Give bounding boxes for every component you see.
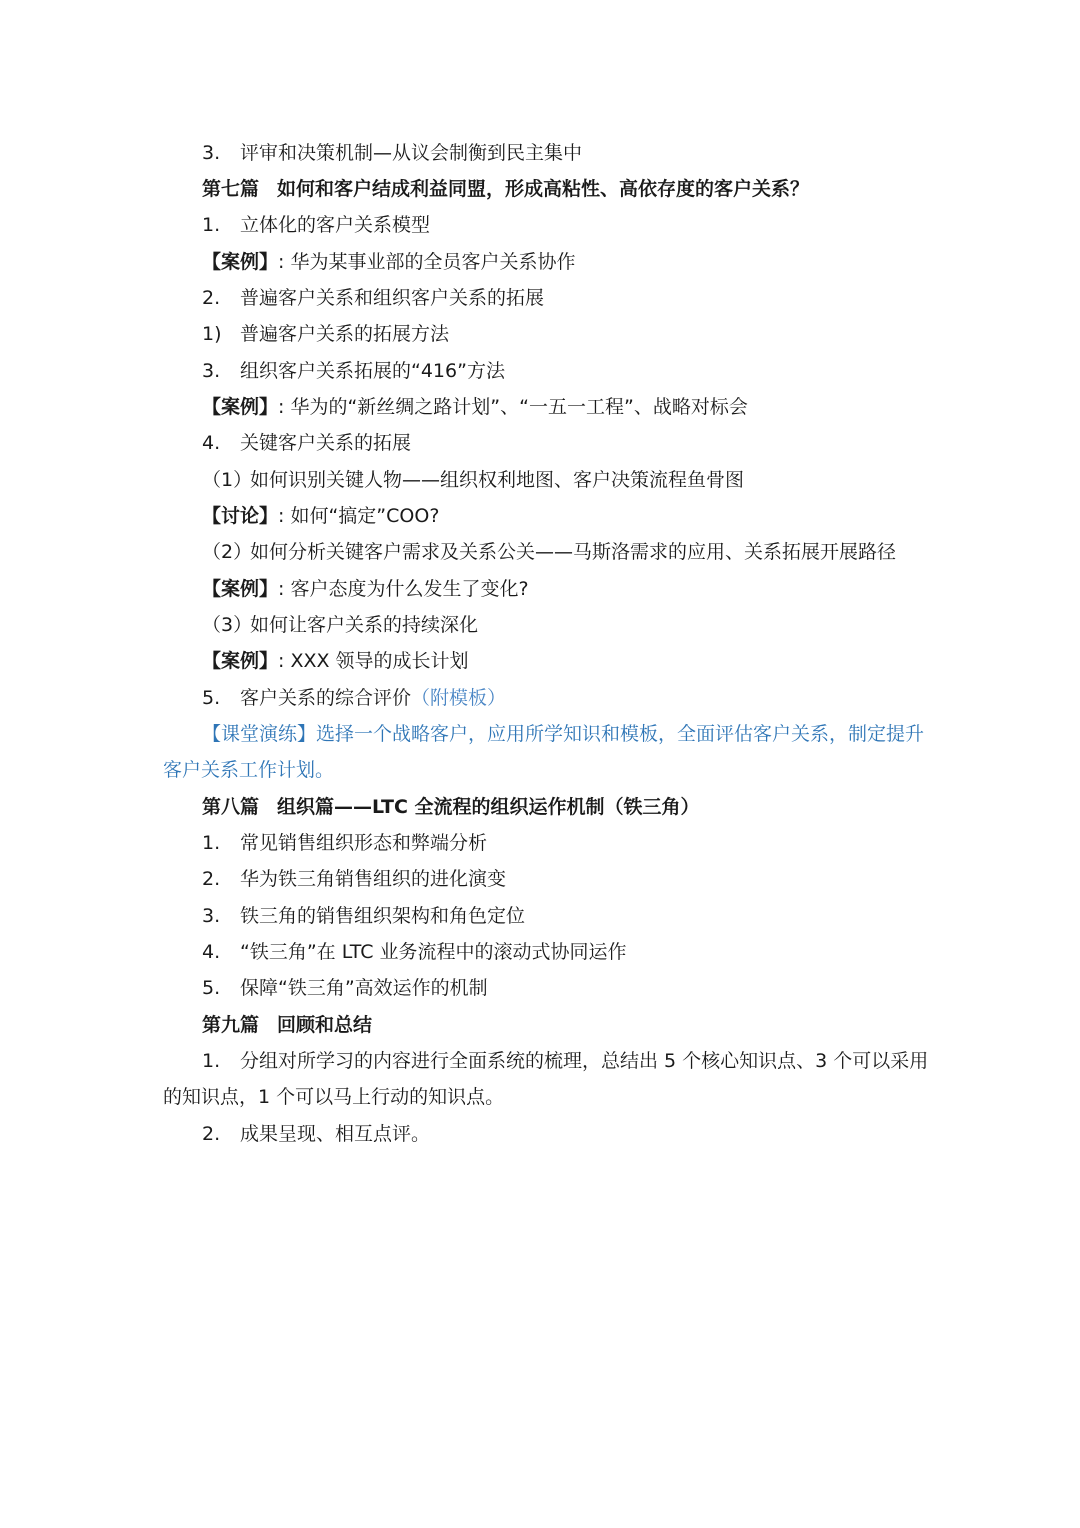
list-item (202, 430, 411, 456)
item-text: 关键客户关系的拓展 (240, 432, 412, 454)
item-number: 5. (202, 687, 221, 709)
item-number: 3. (202, 142, 221, 164)
template-note: （附模板） (411, 687, 507, 709)
section-label: 第七篇 (202, 178, 260, 200)
item-number: 5. (202, 977, 221, 999)
exercise-text-continued: 客户关系工作计划。 (163, 759, 335, 781)
exercise-line-continued (163, 757, 334, 783)
sub-text: 如何识别关键人物——组织权利地图、客户决策流程鱼骨图 (250, 469, 745, 491)
section-title: 如何和客户结成利益同盟，形成高粘性、高依存度的客户关系？ (277, 178, 810, 200)
item-text: 立体化的客户关系模型 (240, 214, 431, 236)
list-item (202, 830, 487, 856)
case-tag: 【案例】 (202, 578, 279, 600)
section-label: 第九篇 (202, 1014, 260, 1036)
sub-item (202, 612, 478, 638)
item-number: 1. (202, 214, 221, 236)
item-text: 成果呈现、相互点评。 (240, 1123, 431, 1145)
discussion-tag: 【讨论】 (202, 505, 279, 527)
list-item (202, 1048, 928, 1074)
item-number: 1) (202, 323, 222, 345)
list-item (202, 685, 506, 711)
list-item (202, 975, 488, 1001)
exercise-line (202, 721, 924, 747)
list-item (202, 939, 627, 965)
case-tag: 【案例】 (202, 650, 279, 672)
item-text: 组织客户关系拓展的“416”方法 (240, 360, 505, 382)
discussion-text: : 如何“搞定”COO? (278, 505, 440, 527)
item-text: 分组对所学习的内容进行全面系统的梳理，总结出 5 个核心知识点、3 个可以采用 (240, 1050, 929, 1072)
item-text: 普遍客户关系的拓展方法 (240, 323, 450, 345)
list-item (202, 321, 449, 347)
sub-item (202, 539, 896, 565)
case-text: : 华为某事业部的全员客户关系协作 (278, 251, 576, 273)
item-number: 4. (202, 432, 221, 454)
section-heading (202, 1012, 372, 1038)
item-text: 铁三角的销售组织架构和角色定位 (240, 905, 526, 927)
list-item (202, 903, 525, 929)
list-item (202, 140, 582, 166)
list-item (202, 866, 506, 892)
item-text: 常见销售组织形态和弊端分析 (240, 832, 488, 854)
section-heading (202, 794, 700, 820)
item-text: 普遍客户关系和组织客户关系的拓展 (240, 287, 545, 309)
item-text-continued: 的知识点，1 个可以马上行动的知识点。 (163, 1086, 505, 1108)
sub-text: 如何分析关键客户需求及关系公关——马斯洛需求的应用、关系拓展开展路径 (250, 541, 897, 563)
list-item-continued (163, 1084, 504, 1110)
item-number: 1. (202, 832, 221, 854)
sub-item (202, 467, 744, 493)
case-line (202, 394, 748, 420)
case-text: : 客户态度为什么发生了变化? (278, 578, 529, 600)
case-tag: 【案例】 (202, 396, 279, 418)
item-number: 4. (202, 941, 221, 963)
section-title: 组织篇——LTC 全流程的组织运作机制（铁三角） (277, 796, 700, 818)
discussion-line (202, 503, 439, 529)
item-number: 2. (202, 868, 221, 890)
case-line (202, 648, 469, 674)
case-text: : 华为的“新丝绸之路计划”、“一五一工程”、战略对标会 (278, 396, 748, 418)
sub-number: （1） (202, 469, 253, 491)
item-text: “铁三角”在 LTC 业务流程中的滚动式协同运作 (240, 941, 627, 963)
list-item (202, 212, 430, 238)
item-text: 保障“铁三角”高效运作的机制 (240, 977, 488, 999)
item-number: 2. (202, 287, 221, 309)
exercise-text: 【课堂演练】选择一个战略客户，应用所学知识和模板，全面评估客户关系，制定提升 (202, 723, 925, 745)
list-item (202, 1121, 430, 1147)
case-text: : XXX 领导的成长计划 (278, 650, 469, 672)
item-number: 1. (202, 1050, 221, 1072)
sub-number: （2） (202, 541, 253, 563)
case-line (202, 249, 575, 275)
sub-number: （3） (202, 614, 253, 636)
list-item (202, 285, 544, 311)
case-line (202, 576, 529, 602)
item-text: 客户关系的综合评价 (240, 687, 412, 709)
case-tag: 【案例】 (202, 251, 279, 273)
item-number: 3. (202, 905, 221, 927)
item-text: 评审和决策机制—从议会制衡到民主集中 (240, 142, 583, 164)
list-item (202, 358, 505, 384)
section-title: 回顾和总结 (277, 1014, 373, 1036)
sub-text: 如何让客户关系的持续深化 (250, 614, 479, 636)
item-number: 3. (202, 360, 221, 382)
item-text: 华为铁三角销售组织的进化演变 (240, 868, 507, 890)
section-heading (202, 176, 809, 202)
section-label: 第八篇 (202, 796, 260, 818)
item-number: 2. (202, 1123, 221, 1145)
